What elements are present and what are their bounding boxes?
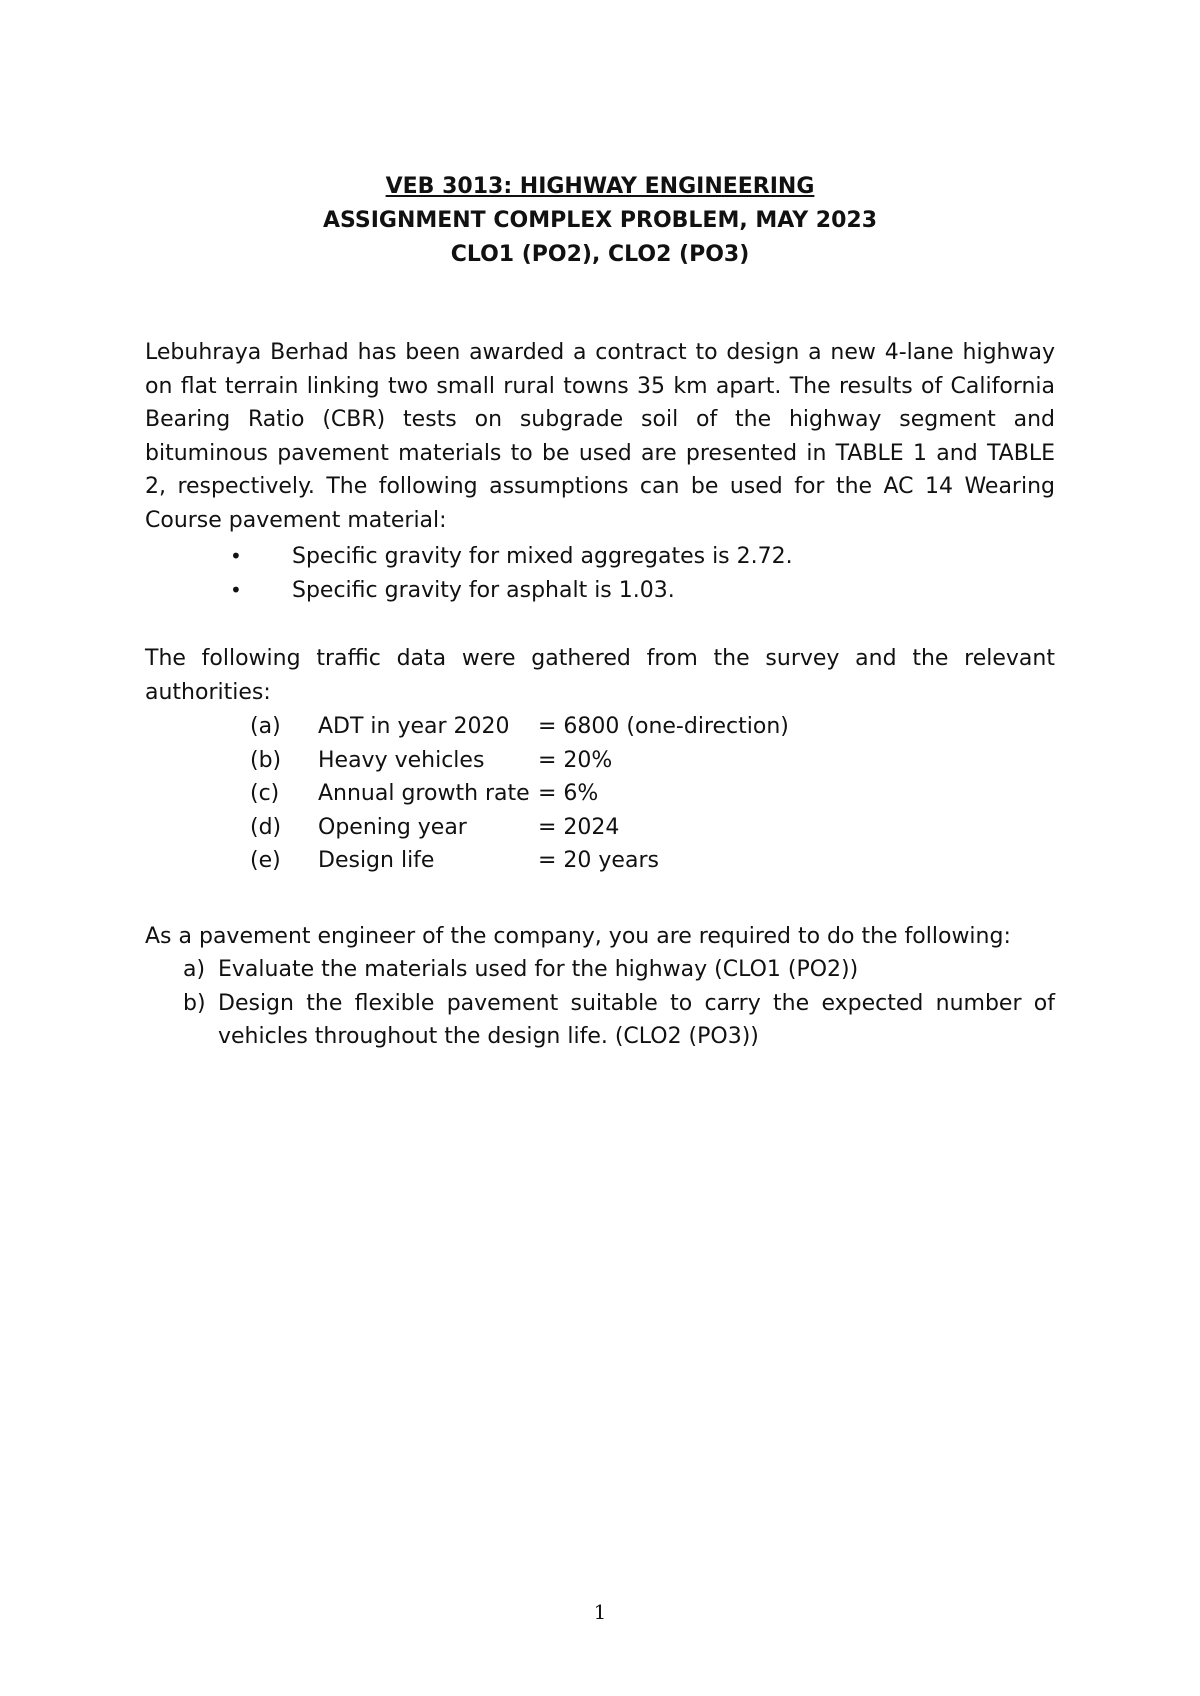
list-item — [250, 844, 870, 878]
document-header — [0, 170, 1200, 272]
assumption-list — [230, 540, 930, 607]
traffic-intro: The following traffic data were gathered from the survey and the relevant authorities: — [145, 646, 1055, 705]
task-letter: a) — [183, 957, 206, 982]
item-label: Heavy vehicles — [318, 747, 485, 773]
task-text: Design the flexible pavement suitable to carry the expected number of vehicles throughout the design life. (CLO2 (PO3)) — [218, 990, 1055, 1049]
task-text: Evaluate the materials used for the highway (CLO1 (PO2)) — [218, 957, 859, 982]
list-item — [230, 574, 930, 608]
page-number: 1 — [593, 1600, 607, 1624]
item-value: = 6% — [538, 781, 599, 806]
intro-paragraph: Lebuhraya Berhad has been awarded a contract to design a new 4-lane highway on flat terrain linking two small rural towns 35 km apart. The results of California Bearing Ratio (CBR) tests on subgrade soil of the highway segment and bituminous pavement materials to be used are presented in TABLE 1 and TABLE 2, respectively. The following assumptions can be used for the AC 14 Wearing Course pavement material: — [145, 340, 1055, 533]
item-value: = 20% — [538, 747, 613, 773]
item-letter: (b) — [250, 747, 282, 773]
item-letter: (c) — [250, 781, 280, 806]
list-item — [250, 744, 870, 778]
course-title: VEB 3013: HIGHWAY ENGINEERING — [385, 174, 815, 199]
assignment-title: ASSIGNMENT COMPLEX PROBLEM, MAY 2023 — [322, 208, 878, 233]
item-value: = 2024 — [538, 814, 620, 840]
tasks-intro: As a pavement engineer of the company, you are required to do the following: — [145, 924, 1011, 949]
clo-line: CLO1 (PO2), CLO2 (PO3) — [450, 242, 750, 267]
list-item — [250, 811, 870, 845]
item-value: = 20 years — [538, 848, 659, 873]
bullet-icon: • — [230, 577, 242, 602]
list-item — [250, 710, 870, 744]
item-letter: (d) — [250, 814, 282, 840]
list-item — [183, 987, 1055, 1054]
item-label: Opening year — [318, 814, 467, 840]
item-letter: (a) — [250, 714, 281, 739]
task-letter: b) — [183, 990, 206, 1016]
item-value: = 6800 (one-direction) — [538, 714, 789, 739]
list-item — [250, 777, 870, 811]
item-label: Annual growth rate — [318, 781, 530, 806]
list-item — [183, 953, 1055, 987]
bullet-text: Specific gravity for mixed aggregates is 2.72. — [292, 544, 793, 569]
bullet-text: Specific gravity for asphalt is 1.03. — [292, 577, 675, 603]
item-label: ADT in year 2020 — [318, 714, 510, 739]
item-label: Design life — [318, 848, 435, 873]
traffic-data-list — [250, 710, 870, 878]
item-letter: (e) — [250, 848, 281, 873]
task-list — [183, 953, 1055, 1054]
bullet-icon: • — [230, 544, 242, 568]
list-item — [230, 540, 930, 574]
